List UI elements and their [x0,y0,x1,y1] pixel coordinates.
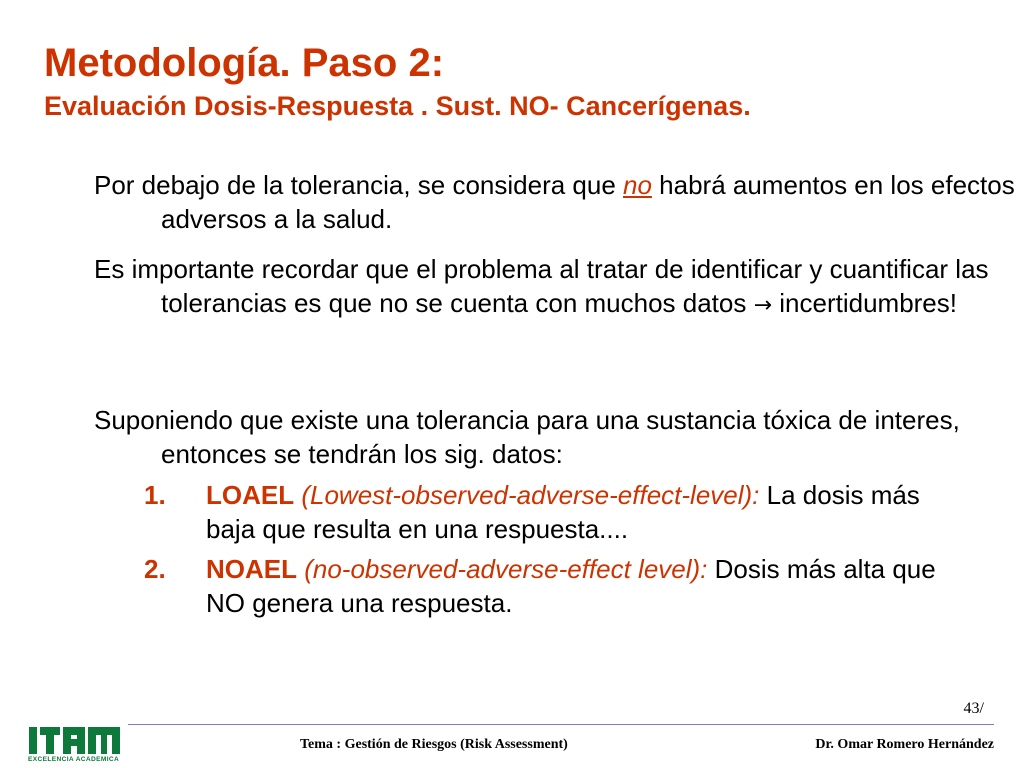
paragraph-text: Por debajo de la tolerancia, se considera que [94,170,624,200]
slide-subtitle: Evaluación Dosis-Respuesta . Sust. NO- Cancerígenas. [44,91,751,121]
list-item-noael [144,552,944,620]
right-arrow-icon: → [753,293,773,318]
list-description: Dosis más alta que NO genera una respuesta. [206,554,936,618]
logo-tagline: EXCELENCIA ACADEMICA [28,756,120,763]
list-item-text [206,478,944,546]
abbr-expansion: (Lowest-observed-adverse-effect-level): [294,480,760,510]
abbr-noael: NOAEL [206,554,297,584]
itam-logo-icon [28,724,124,756]
paragraph-uncertainty [94,252,1024,323]
abbr-expansion: (no-observed-adverse-effect level): [297,554,708,584]
footer-divider [128,724,994,725]
slide-title: Metodología. Paso 2: [44,41,445,85]
paragraph-text: incertidumbres! [772,288,957,318]
footer-topic: Tema : Gestión de Riesgos (Risk Assessment) [300,737,568,752]
page-number: 43/ [963,700,984,717]
list-item-text [206,552,944,620]
list-description: La dosis más baja que resulta en una respuesta.... [206,480,920,544]
paragraph-assumption: Suponiendo que existe una tolerancia para una sustancia tóxica de interes, entonces se tendrán los sig. datos: [94,405,960,469]
paragraph-tolerance [94,168,1024,236]
list-item-loael [144,478,944,546]
abbr-loael: LOAEL [206,480,295,510]
emphasis-no: no [623,170,652,200]
footer-author: Dr. Omar Romero Hernández [815,737,994,752]
itam-logo [28,724,124,766]
paragraph-text: habrá aumentos en los efectos adversos a la salud. [161,170,1015,234]
list-number: 2. [144,554,166,584]
paragraph-text: Es importante recordar que el problema al tratar de identificar y cuantificar las tolerancias es que no se cuenta con muchos datos [94,254,989,318]
list-number: 1. [144,480,166,510]
